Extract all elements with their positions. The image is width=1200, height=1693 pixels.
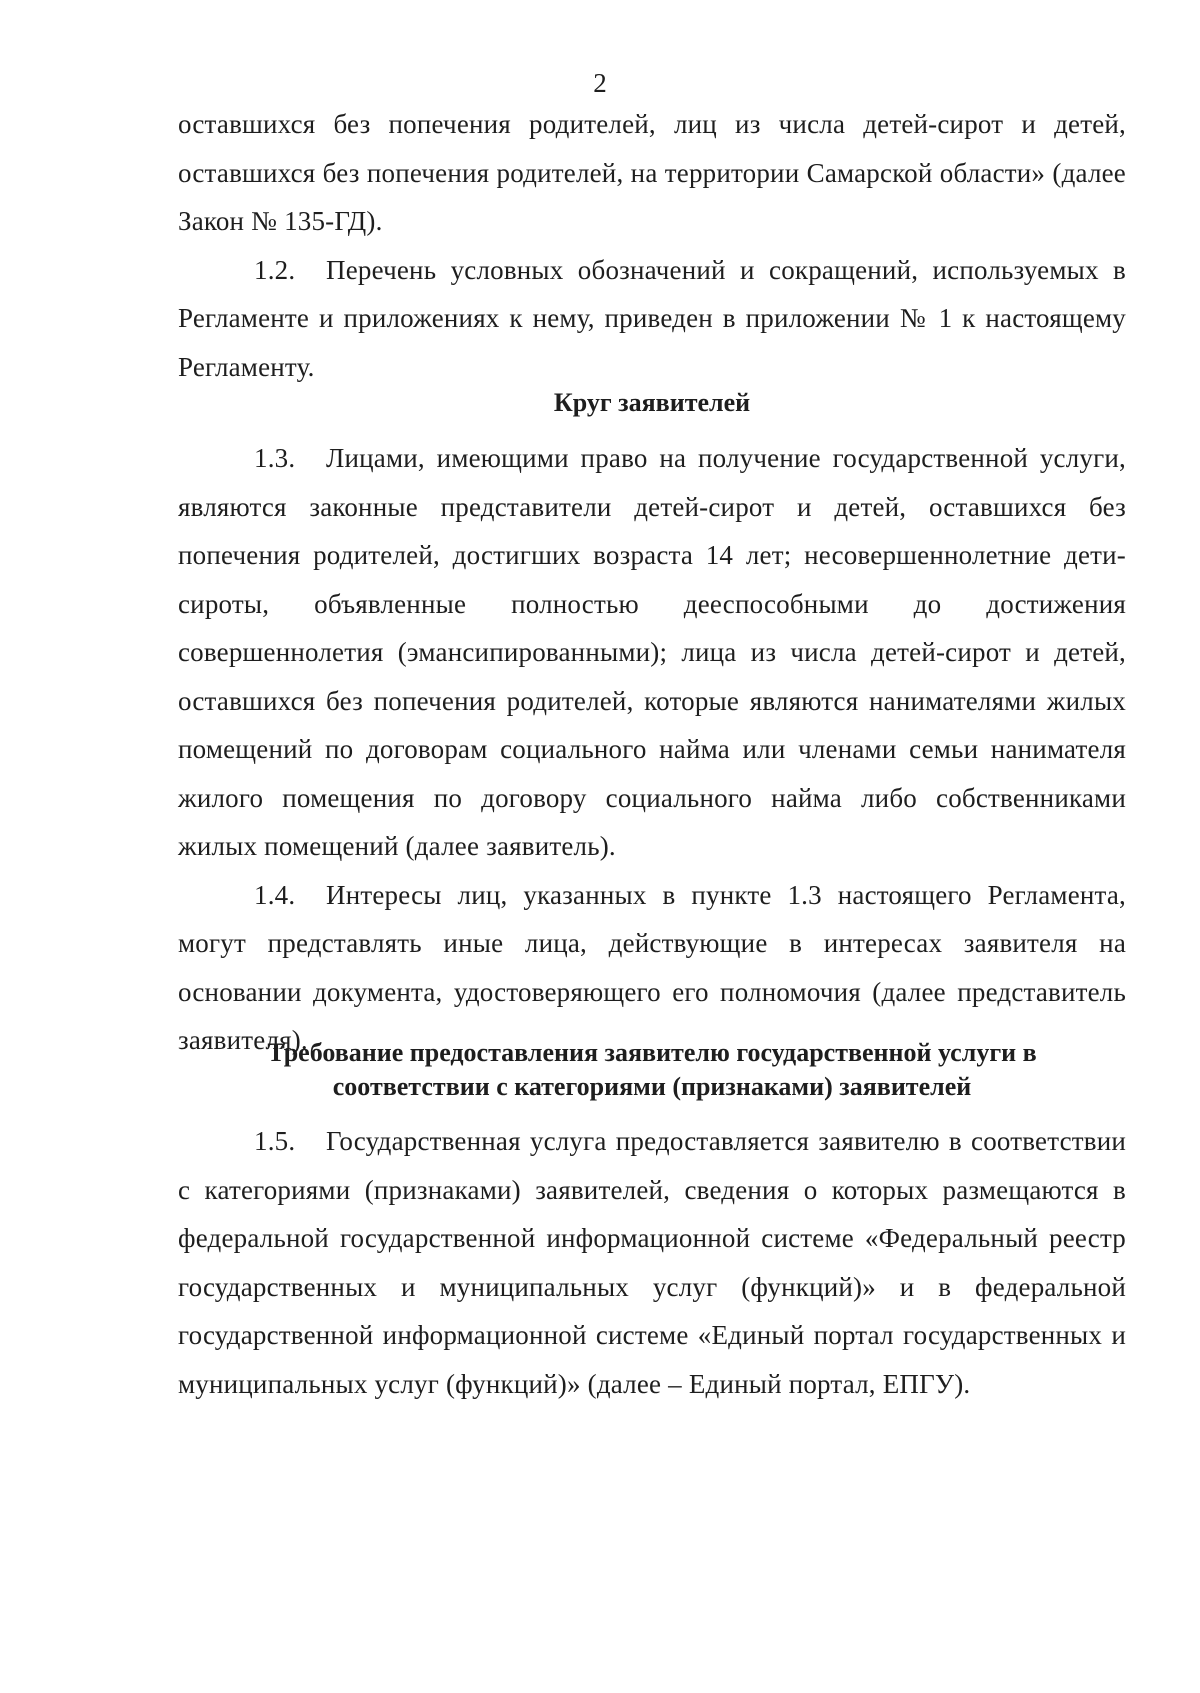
paragraph-text: Перечень условных обозначений и сокращений, используемых в Регламенте и приложениях к нему, приведен в приложении № 1 к настоящему Регламенту.	[178, 254, 1126, 382]
page-number: 2	[593, 68, 607, 98]
paragraph-1-3	[178, 434, 1126, 871]
paragraph-number: 1.2.	[254, 254, 296, 285]
heading-line-2: соответствии с категориями (признаками) заявителей	[332, 1072, 972, 1101]
paragraph-1-2	[178, 246, 1126, 392]
paragraph-number: 1.5.	[254, 1126, 296, 1156]
heading-line-1: Требование предоставления заявителю государственной услуги в	[267, 1038, 1037, 1067]
paragraph-number: 1.3.	[254, 443, 296, 473]
text-block-requirement	[178, 1117, 1126, 1408]
text-block-intro	[178, 100, 1126, 391]
section-heading-requirement	[178, 1036, 1126, 1104]
paragraph-number: 1.4.	[254, 879, 296, 910]
paragraph-1-5	[178, 1117, 1126, 1408]
paragraph-text: Лицами, имеющими право на получение государственной услуги, являются законные представители детей-сирот и детей, оставшихся без попечения родителей, достигших возраста 14 лет; несовершеннолетние дети-сироты, объявленные полностью дееспособными до достижения совершеннолетия (эмансипированными); лица из числа детей-сирот и детей, оставшихся без попечения родителей, которые являются нанимателями жилых помещений по договорам социального найма или членами семьи нанимателя жилого помещения по договору социального найма либо собственниками жилых помещений (далее заявитель).	[178, 443, 1126, 861]
paragraph-text: Государственная услуга предоставляется заявителю в соответствии с категориями (признаками) заявителей, сведения о которых размещаются в федеральной государственной информационной системе «Федеральный реестр государственных и муниципальных услуг (функций)» и в федеральной государственной информационной системе «Единый портал государственных и муниципальных услуг (функций)» (далее – Единый портал, ЕПГУ).	[178, 1126, 1126, 1399]
paragraph-continuation: оставшихся без попечения родителей, лиц из числа детей-сирот и детей, оставшихся без попечения родителей, на территории Самарской области» (далее Закон № 135-ГД).	[178, 109, 1126, 236]
text-block-applicants	[178, 434, 1126, 1065]
paragraph-text: Интересы лиц, указанных в пункте 1.3 настоящего Регламента, могут представлять иные лица, действующие в интересах заявителя на основании документа, удостоверяющего его полномочия (далее представитель заявителя).	[178, 879, 1126, 1055]
section-heading-applicants: Круг заявителей	[553, 388, 751, 417]
